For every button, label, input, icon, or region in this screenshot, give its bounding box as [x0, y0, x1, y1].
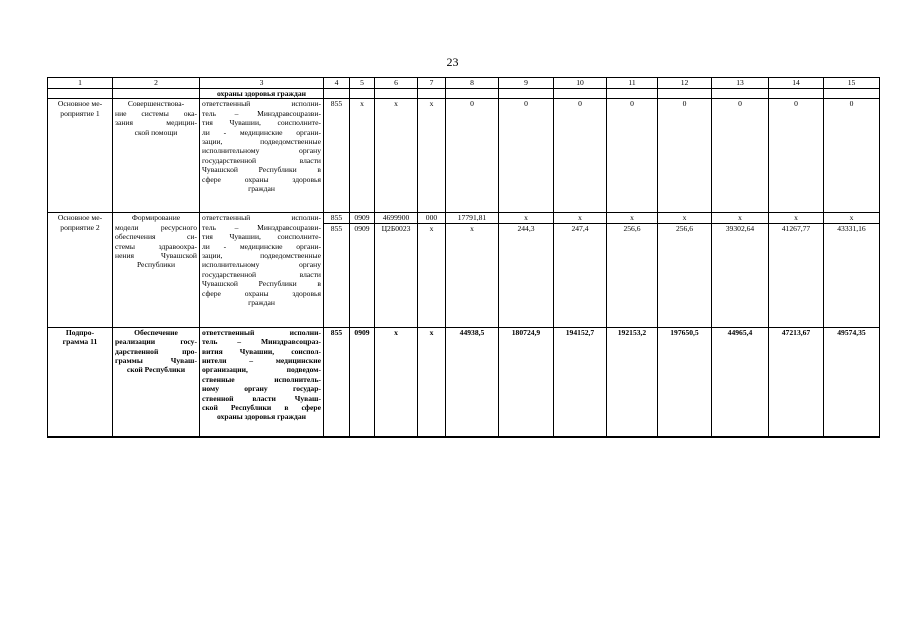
table-cell: 247,4	[554, 223, 607, 327]
row3-title: Обеспечение реализации госу- дарственной про- граммы Чуваш- ской Республики	[113, 327, 200, 437]
table-cell: 41267,77	[769, 223, 824, 327]
header-cell: 9	[499, 78, 554, 89]
table-cell: 256,6	[658, 223, 712, 327]
table-cell: Ц2Б0023	[375, 223, 418, 327]
table-cell: 39302,64	[712, 223, 769, 327]
table-cell: 197650,5	[658, 327, 712, 437]
header-cell: 4	[324, 78, 350, 89]
continuation-text: охраны здоровья граждан	[200, 89, 324, 99]
table-cell: x	[375, 99, 418, 213]
header-cell: 15	[824, 78, 880, 89]
table-cell: 0	[554, 99, 607, 213]
header-cell: 5	[350, 78, 375, 89]
table-cell: 4699900	[375, 213, 418, 223]
table-cell: 0	[499, 99, 554, 213]
table-cell: 0	[824, 99, 880, 213]
table-cell: 49574,35	[824, 327, 880, 437]
table-cell: x	[607, 213, 658, 223]
table-cell: 44965,4	[712, 327, 769, 437]
table-row	[48, 327, 880, 437]
table-cell: 0909	[350, 327, 375, 437]
table-cell: 0	[658, 99, 712, 213]
table-cell: x	[769, 213, 824, 223]
table-cell: 180724,9	[499, 327, 554, 437]
table-cell: 192153,2	[607, 327, 658, 437]
table-cell: 0	[769, 99, 824, 213]
row1-title: Совершенствова- ние системы ока- зания медицин- ской помощи	[113, 99, 200, 213]
table-cell: 194152,7	[554, 327, 607, 437]
table-row	[48, 99, 880, 213]
table-cell: 855	[324, 223, 350, 327]
table-cell: 0	[607, 99, 658, 213]
header-row	[48, 78, 880, 89]
table-cell: x	[554, 213, 607, 223]
header-cell: 6	[375, 78, 418, 89]
table-cell: 855	[324, 213, 350, 223]
table-cell: 17791,81	[446, 213, 499, 223]
header-cell: 14	[769, 78, 824, 89]
table-cell: 0	[712, 99, 769, 213]
table-cell: x	[418, 327, 446, 437]
header-cell: 11	[607, 78, 658, 89]
table-cell: 855	[324, 327, 350, 437]
table-cell: x	[712, 213, 769, 223]
table-cell: 0909	[350, 213, 375, 223]
table-cell: 47213,67	[769, 327, 824, 437]
header-cell: 13	[712, 78, 769, 89]
table-cell: x	[446, 223, 499, 327]
table-cell: x	[418, 99, 446, 213]
continuation-row	[48, 89, 880, 99]
row2-title: Формирование модели ресурсного обеспечения си- стемы здравоохра- нения Чувашской Республики	[113, 213, 200, 327]
table-cell: 0	[446, 99, 499, 213]
header-cell: 2	[113, 78, 200, 89]
header-cell: 1	[48, 78, 113, 89]
table-cell: x	[418, 223, 446, 327]
row1-name: Основное ме- роприятие 1	[48, 99, 113, 213]
header-cell: 3	[200, 78, 324, 89]
table-cell: x	[499, 213, 554, 223]
page-number: 23	[446, 55, 459, 69]
table-cell: 43331,16	[824, 223, 880, 327]
table-row	[48, 213, 880, 223]
table-cell: 244,3	[499, 223, 554, 327]
header-cell: 12	[658, 78, 712, 89]
header-cell: 7	[418, 78, 446, 89]
table-cell: 44938,5	[446, 327, 499, 437]
table-cell: x	[658, 213, 712, 223]
table-cell: x	[350, 99, 375, 213]
row3-executor: ответственный исполни- тель – Минздравсоцраз- вития Чувашии, соиспол- нители – медицинские организации, подведом- ственные исполнитель- ному органу государ- ственной власти Чуваш- ской Республики в сфере охраны здоровья граждан	[200, 327, 324, 437]
row3-name: Подпро- грамма 11	[48, 327, 113, 437]
row2-name: Основное ме- роприятие 2	[48, 213, 113, 327]
header-cell: 10	[554, 78, 607, 89]
table-cell: 256,6	[607, 223, 658, 327]
row2-executor: ответственный исполни- тель – Минздравсоцразви- тия Чувашии, соисполните- ли - медицинские органи- зации, подведомственные исполнительному органу государственной власти Чувашской Республики в сфере охраны здоровья граждан	[200, 213, 324, 327]
table-cell: 0909	[350, 223, 375, 327]
header-cell: 8	[446, 78, 499, 89]
table-cell: 000	[418, 213, 446, 223]
budget-table	[47, 77, 880, 438]
table-cell: x	[824, 213, 880, 223]
row1-executor: ответственный исполни- тель – Минздравсоцразви- тия Чувашии, соисполните- ли - медицинские органи- зации, подведомственные исполнительному органу государственной власти Чувашской Республики в сфере охраны здоровья граждан	[200, 99, 324, 213]
table-cell: x	[375, 327, 418, 437]
table-cell: 855	[324, 99, 350, 213]
